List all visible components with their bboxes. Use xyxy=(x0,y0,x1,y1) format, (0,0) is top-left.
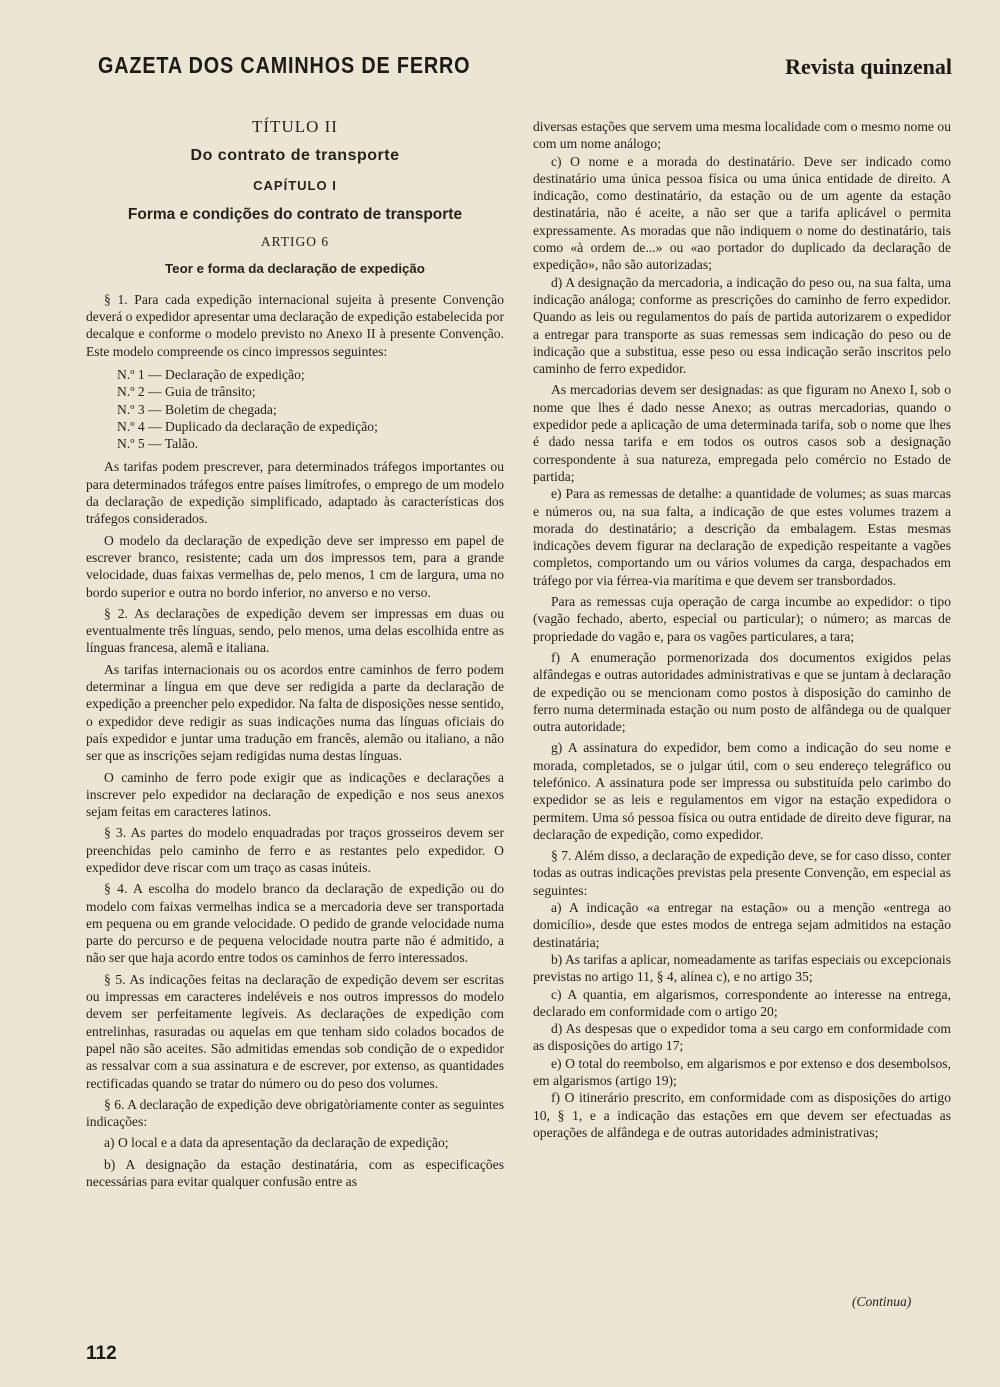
form-list xyxy=(86,366,504,452)
paragraph: f) O itinerário prescrito, em conformidade com as disposições do artigo 10, § 1, e a indicação das estações em que devem ser efectuadas as operações de alfândega e de outras autoridades administrativas; xyxy=(533,1090,951,1140)
chapter-heading: CAPÍTULO I xyxy=(253,177,337,193)
list-item: N.º 3 — Boletim de chegada; xyxy=(117,401,277,417)
paragraph: As tarifas internacionais ou os acordos entre caminhos de ferro podem determinar a língua em que deve ser redigida a parte da declaração de expedição a preencher pelo expedidor. Na falta de disposições nesse sentido, o expedidor deve redigir as suas indicações numa das línguas oficiais do país expedidor e juntar uma tradução em francês, alemão ou italiano, a não ser que as inscrições sejam redigidas numa destas línguas. xyxy=(86,661,504,764)
page-number: 112 xyxy=(86,1343,117,1364)
article-heading: ARTIGO 6 xyxy=(260,234,330,250)
list-item: N.º 1 — Declaração de expedição; xyxy=(117,366,305,382)
paragraph: a) A indicação «a entregar na estação» ou a menção «entrega ao domicílio», desde que estes modos de entrega sejam admitidos na estação destinatária; xyxy=(533,900,951,950)
paragraph: § 3. As partes do modelo enquadradas por traços grosseiros devem ser preenchidas pelo caminho de ferro e as restantes pelo expedidor. O expedidor deve riscar com um traço as casas inúteis. xyxy=(86,825,504,875)
paragraph: § 2. As declarações de expedição devem ser impressas em duas ou eventualmente três línguas, sendo, pelo menos, uma delas escolhida entre as línguas francesa, alemã e italiana. xyxy=(86,605,504,656)
paragraph: a) O local e a data da apresentação da declaração de expedição; xyxy=(104,1135,449,1151)
paragraph: O modelo da declaração de expedição deve ser impresso em papel de escrever branco, resistente; cada um dos impressos tem, para a grande velocidade, duas faixas vermelhas de, pelo menos, 1 cm de largura, uma no bordo superior e outra no bordo inferior, no anverso e no verso. xyxy=(86,532,504,600)
chapter-title: Forma e condições do contrato de transporte xyxy=(127,205,463,223)
journal-title: GAZETA DOS CAMINHOS DE FERRO xyxy=(98,52,471,78)
paragraph: § 1. Para cada expedição internacional sujeita à presente Convenção deverá o expedidor apresentar uma declaração de expedição estabelecida por decalque e conforme o modelo previsto no Anexo II à presente Convenção. Este modelo compreende os cinco impressos seguintes: xyxy=(86,291,504,359)
paragraph: As tarifas podem prescrever, para determinados tráfegos importantes ou para determinados tráfegos entre países limítrofes, o emprego de um modelo da declaração de expedição simplificado, adaptado às características dos tráfegos considerados. xyxy=(86,459,504,527)
paragraph: d) As despesas que o expedidor toma a seu cargo em conformidade com as disposições do artigo 17; xyxy=(533,1021,951,1054)
paragraph: b) A designação da estação destinatária, com as especificações necessárias para evitar qualquer confusão entre as xyxy=(86,1156,504,1190)
section-heading: Do contrato de transporte xyxy=(190,147,400,165)
paragraph: § 5. As indicações feitas na declaração de expedição devem ser escritas ou impressas em caracteres indeléveis e nos outros impressos do modelo devem ser perfeitamente legíveis. As declarações de expedição com entrelinhas, rasuradas ou aquelas em que tenham sido colados bocados de papel não são aceites. São admitidas emendas sob condição de o expedidor as ressalvar com a sua assinatura e de escrever, por extenso, as quantidades rectificadas quando se tratar do número ou do peso dos volumes. xyxy=(86,971,504,1091)
list-item: N.º 4 — Duplicado da declaração de expedição; xyxy=(117,418,378,434)
list-item: N.º 2 — Guia de trânsito; xyxy=(117,384,256,400)
paragraph: c) A quantia, em algarismos, correspondente ao interesse na entrega, declarado em conformidade com o artigo 20; xyxy=(533,986,951,1019)
paragraph: g) A assinatura do expedidor, bem como a indicação do seu nome e morada, completados, se o julgar útil, com o seu endereço telegráfico ou telefónico. A assinatura pode ser impressa ou substituída pelo carimbo do expedidor se as leis e regulamentos em vigor na estação expedidora o permitem. Uma só pessoa física ou outra entidade de direito deve figurar, na declaração de expedição, como expedidor. xyxy=(533,740,951,842)
paragraph: d) A designação da mercadoria, a indicação do peso ou, na sua falta, uma indicação análoga; conforme as prescrições do caminho de ferro expedidor. Quando as leis ou regulamentos do país de partida autorizarem o expedidor a entregar para transporte as suas remessas sem indicação do peso ou de indicação que a substitua, esse peso ou essa indicação serão inscritos pelo caminho de ferro expedidor. xyxy=(533,274,951,377)
paragraph: e) Para as remessas de detalhe: a quantidade de volumes; as suas marcas e números ou, na sua falta, a indicação de que estes volumes trazem a morada do destinatário; a descrição da embalagem. Estas mesmas indicações devem figurar na declaração de expedição respeitante a vagões completos, comportando um ou vários volumes da carga, despachados em tráfego por via férrea-via marítima e que devem ser transbordados. xyxy=(533,486,951,588)
paragraph: As mercadorias devem ser designadas: as que figuram no Anexo I, sob o nome que lhes é dado nesse Anexo; as outras mercadorias, quando o expedidor pede a aplicação de uma determinada tarifa, sob o nome que lhes é dado nessa tarifa e em todos os outros casos sob a designação correspondente à sua natureza, empregada pelo comércio no Estado de partida; xyxy=(533,382,951,484)
paragraph: b) As tarifas a aplicar, nomeadamente as tarifas especiais ou excepcionais previstas no artigo 11, § 4, alínea c), e no artigo 35; xyxy=(533,951,951,985)
paragraph: § 7. Além disso, a declaração de expedição deve, se for caso disso, conter todas as outras indicações previstas pela presente Convenção, em especial as seguintes: xyxy=(533,848,951,898)
title-heading: TÍTULO II xyxy=(252,117,338,136)
periodicity-label: Revista quinzenal xyxy=(785,54,952,79)
paragraph: § 4. A escolha do modelo branco da declaração de expedição ou do modelo com faixas vermelhas indica se a mercadoria deve ser transportada em pequena ou em grande velocidade. O pedido de grande velocidade numa parte do percurso e de pequena velocidade noutra parte não é admitido, a não ser que haja acordo entre todos os caminhos de ferro interessados. xyxy=(86,881,504,966)
list-item: N.º 5 — Talão. xyxy=(117,436,199,452)
article-title: Teor e forma da declaração de expedição xyxy=(165,261,425,277)
paragraph: Para as remessas cuja operação de carga incumbe ao expedidor: o tipo (vagão fechado, aberto, especial ou particular); o número; as marcas de propriedade do vagão e, para os vagões particulares, a tara; xyxy=(533,594,951,644)
continued-note: (Continua) xyxy=(852,1294,912,1309)
paragraph: e) O total do reembolso, em algarismos e por extenso e dos desembolsos, em algarismos (artigo 19); xyxy=(533,1055,951,1089)
paragraph: c) O nome e a morada do destinatário. Deve ser indicado como destinatário uma única pessoa física ou uma única entidade de direito. A indicação, como destinatário, da estação ou de um agente da estação destinatária, não é aceite, a não ser que a tarifa aplicável o permita expressamente. As moradas que não indiquem o nome do destinatário, tais como «à ordem de...» ou «ao portador do duplicado da declaração de expedição», não são autorizadas; xyxy=(533,153,951,273)
paragraph: O caminho de ferro pode exigir que as indicações e declarações a inscrever pelo expedidor na declaração de expedição e nos seus anexos sejam feitas em caracteres latinos. xyxy=(86,769,504,820)
paragraph: diversas estações que servem uma mesma localidade com o mesmo nome ou com um nome análogo; xyxy=(533,119,951,152)
left-column xyxy=(86,118,504,1190)
right-column xyxy=(533,118,951,1141)
paragraph: § 6. A declaração de expedição deve obrigatòriamente conter as seguintes indicações: xyxy=(86,1096,504,1130)
paragraph: f) A enumeração pormenorizada dos documentos exigidos pelas alfândegas e outras autoridades administrativas e que se juntam à declaração de expedição ou se mencionam como postos à disposição do caminho de ferro numa determinada estação ou num posto de alfândega ou de qualquer outra autoridade; xyxy=(533,649,951,735)
